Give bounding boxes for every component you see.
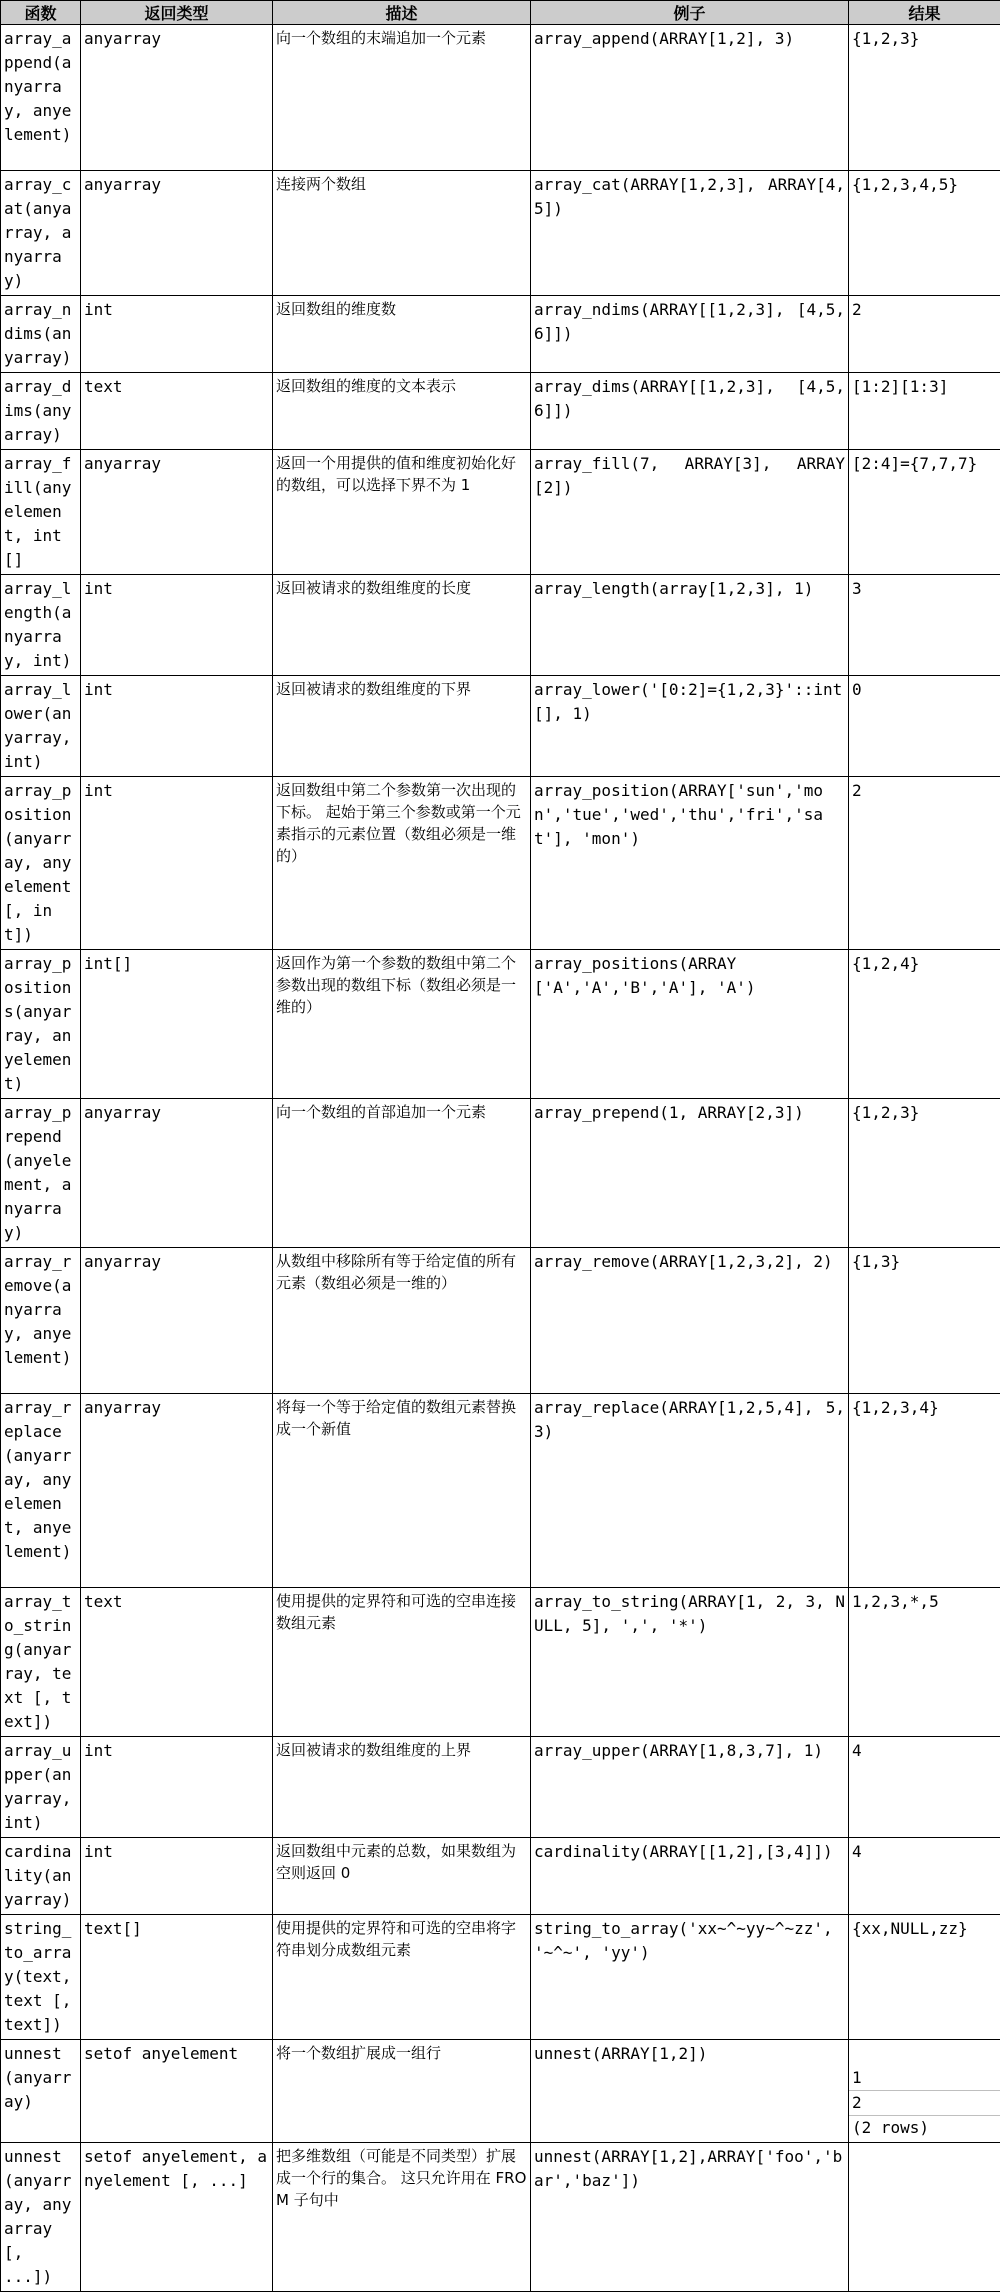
cell-function: array_append(anyarray, anyelement) <box>1 25 81 171</box>
cell-description: 从数组中移除所有等于给定值的所有元素（数组必须是一维的） <box>273 1248 531 1394</box>
table-row <box>1 676 1000 777</box>
cell-description: 返回作为第一个参数的数组中第二个参数出现的数组下标（数组必须是一维的） <box>273 950 531 1099</box>
cell-description: 返回数组的维度数 <box>273 296 531 373</box>
table-row <box>1 1838 1000 1915</box>
table-row <box>1 777 1000 950</box>
cell-result: [1:2][1:3] <box>849 373 1000 450</box>
cell-example: array_positions(ARRAY['A','A','B','A'], 'A') <box>531 950 849 1099</box>
cell-return-type: text <box>81 373 273 450</box>
header-function: 函数 <box>1 1 81 25</box>
cell-return-type: anyarray <box>81 1099 273 1248</box>
cell-example: array_position(ARRAY['sun','mon','tue','wed','thu','fri','sat'], 'mon') <box>531 777 849 950</box>
cell-description: 连接两个数组 <box>273 171 531 296</box>
cell-function: array_length(anyarray, int) <box>1 575 81 676</box>
cell-function: array_lower(anyarray, int) <box>1 676 81 777</box>
table-row <box>1 296 1000 373</box>
table-row <box>1 1737 1000 1838</box>
cell-function: unnest(anyarray) <box>1 2040 81 2143</box>
cell-function: array_dims(anyarray) <box>1 373 81 450</box>
cell-return-type: anyarray <box>81 25 273 171</box>
cell-return-type: setof anyelement, anyelement [, ...] <box>81 2143 273 2292</box>
cell-example: unnest(ARRAY[1,2],ARRAY['foo','bar','baz']) <box>531 2143 849 2292</box>
cell-return-type: int <box>81 575 273 676</box>
cell-example: unnest(ARRAY[1,2]) <box>531 2040 849 2143</box>
cell-return-type: anyarray <box>81 1248 273 1394</box>
cell-example: array_to_string(ARRAY[1, 2, 3, NULL, 5], ',', '*') <box>531 1588 849 1737</box>
table-row <box>1 575 1000 676</box>
cell-example: array_ndims(ARRAY[[1,2,3], [4,5,6]]) <box>531 296 849 373</box>
cell-description: 返回被请求的数组维度的上界 <box>273 1737 531 1838</box>
cell-return-type: int <box>81 1838 273 1915</box>
cell-example: array_upper(ARRAY[1,8,3,7], 1) <box>531 1737 849 1838</box>
result-line: 1 <box>849 2066 1000 2090</box>
table-row <box>1 25 1000 171</box>
cell-result: 4 <box>849 1838 1000 1915</box>
cell-result: 1,2,3,*,5 <box>849 1588 1000 1737</box>
table-row <box>1 2143 1000 2292</box>
cell-function: cardinality(anyarray) <box>1 1838 81 1915</box>
cell-description: 返回一个用提供的值和维度初始化好的数组，可以选择下界不为 1 <box>273 450 531 575</box>
cell-return-type: text <box>81 1588 273 1737</box>
cell-result: {1,2,3,4} <box>849 1394 1000 1588</box>
cell-result: {1,2,4} <box>849 950 1000 1099</box>
cell-return-type: anyarray <box>81 450 273 575</box>
cell-result: 3 <box>849 575 1000 676</box>
cell-function: array_prepend(anyelement, anyarray) <box>1 1099 81 1248</box>
cell-function: array_ndims(anyarray) <box>1 296 81 373</box>
cell-result: {1,2,3} <box>849 25 1000 171</box>
cell-return-type: setof anyelement <box>81 2040 273 2143</box>
header-description: 描述 <box>273 1 531 25</box>
cell-function: array_to_string(anyarray, text [, text]) <box>1 1588 81 1737</box>
cell-result: [2:4]={7,7,7} <box>849 450 1000 575</box>
cell-description: 将每一个等于给定值的数组元素替换成一个新值 <box>273 1394 531 1588</box>
cell-result <box>849 2143 1000 2292</box>
cell-example: array_cat(ARRAY[1,2,3], ARRAY[4,5]) <box>531 171 849 296</box>
cell-function: string_to_array(text, text [, text]) <box>1 1915 81 2040</box>
cell-result: 2 <box>849 296 1000 373</box>
cell-function: array_replace(anyarray, anyelement, anyelement) <box>1 1394 81 1588</box>
table-row <box>1 171 1000 296</box>
cell-result: 4 <box>849 1737 1000 1838</box>
cell-description: 返回数组的维度的文本表示 <box>273 373 531 450</box>
cell-example: array_length(array[1,2,3], 1) <box>531 575 849 676</box>
cell-result <box>849 2040 1000 2143</box>
table-row <box>1 450 1000 575</box>
table-row <box>1 2040 1000 2143</box>
cell-return-type: int <box>81 1737 273 1838</box>
cell-example: array_remove(ARRAY[1,2,3,2], 2) <box>531 1248 849 1394</box>
cell-description: 将一个数组扩展成一组行 <box>273 2040 531 2143</box>
cell-result: 2 <box>849 777 1000 950</box>
cell-description: 返回数组中元素的总数，如果数组为空则返回 0 <box>273 1838 531 1915</box>
cell-return-type: int <box>81 296 273 373</box>
cell-function: array_remove(anyarray, anyelement) <box>1 1248 81 1394</box>
cell-function: array_upper(anyarray, int) <box>1 1737 81 1838</box>
cell-description: 向一个数组的末端追加一个元素 <box>273 25 531 171</box>
header-return-type: 返回类型 <box>81 1 273 25</box>
cell-function: array_position(anyarray, anyelement [, int]) <box>1 777 81 950</box>
cell-description: 使用提供的定界符和可选的空串连接数组元素 <box>273 1588 531 1737</box>
cell-function: array_fill(anyelement, int[] <box>1 450 81 575</box>
cell-example: cardinality(ARRAY[[1,2],[3,4]]) <box>531 1838 849 1915</box>
cell-example: array_lower('[0:2]={1,2,3}'::int[], 1) <box>531 676 849 777</box>
cell-result: {1,3} <box>849 1248 1000 1394</box>
cell-result: 0 <box>849 676 1000 777</box>
cell-result: {1,2,3,4,5} <box>849 171 1000 296</box>
cell-description: 使用提供的定界符和可选的空串将字符串划分成数组元素 <box>273 1915 531 2040</box>
result-line: 2 <box>849 2090 1000 2115</box>
cell-result: {1,2,3} <box>849 1099 1000 1248</box>
cell-result: {xx,NULL,zz} <box>849 1915 1000 2040</box>
cell-return-type: int <box>81 777 273 950</box>
cell-example: array_prepend(1, ARRAY[2,3]) <box>531 1099 849 1248</box>
cell-return-type: int <box>81 676 273 777</box>
header-example: 例子 <box>531 1 849 25</box>
cell-example: array_fill(7, ARRAY[3], ARRAY[2]) <box>531 450 849 575</box>
cell-return-type: int[] <box>81 950 273 1099</box>
cell-function: array_cat(anyarray, anyarray) <box>1 171 81 296</box>
cell-example: string_to_array('xx~^~yy~^~zz', '~^~', 'yy') <box>531 1915 849 2040</box>
cell-description: 返回数组中第二个参数第一次出现的下标。 起始于第三个参数或第一个元素指示的元素位置（数组必须是一维的） <box>273 777 531 950</box>
table-row <box>1 950 1000 1099</box>
table-row <box>1 1915 1000 2040</box>
table-row <box>1 1099 1000 1248</box>
table-row <box>1 373 1000 450</box>
cell-function: array_positions(anyarray, anyelement) <box>1 950 81 1099</box>
header-result: 结果 <box>849 1 1000 25</box>
cell-return-type: anyarray <box>81 171 273 296</box>
cell-return-type: text[] <box>81 1915 273 2040</box>
result-line: (2 rows) <box>849 2115 1000 2140</box>
cell-description: 返回被请求的数组维度的长度 <box>273 575 531 676</box>
table-row <box>1 1394 1000 1588</box>
cell-example: array_append(ARRAY[1,2], 3) <box>531 25 849 171</box>
cell-description: 把多维数组（可能是不同类型）扩展成一个行的集合。 这只允许用在 FROM 子句中 <box>273 2143 531 2292</box>
cell-return-type: anyarray <box>81 1394 273 1588</box>
header-row <box>1 1 1000 25</box>
cell-example: array_replace(ARRAY[1,2,5,4], 5, 3) <box>531 1394 849 1588</box>
table-row <box>1 1588 1000 1737</box>
cell-description: 向一个数组的首部追加一个元素 <box>273 1099 531 1248</box>
cell-example: array_dims(ARRAY[[1,2,3], [4,5,6]]) <box>531 373 849 450</box>
cell-function: unnest(anyarray, anyarray [, ...]) <box>1 2143 81 2292</box>
cell-description: 返回被请求的数组维度的下界 <box>273 676 531 777</box>
table-row <box>1 1248 1000 1394</box>
